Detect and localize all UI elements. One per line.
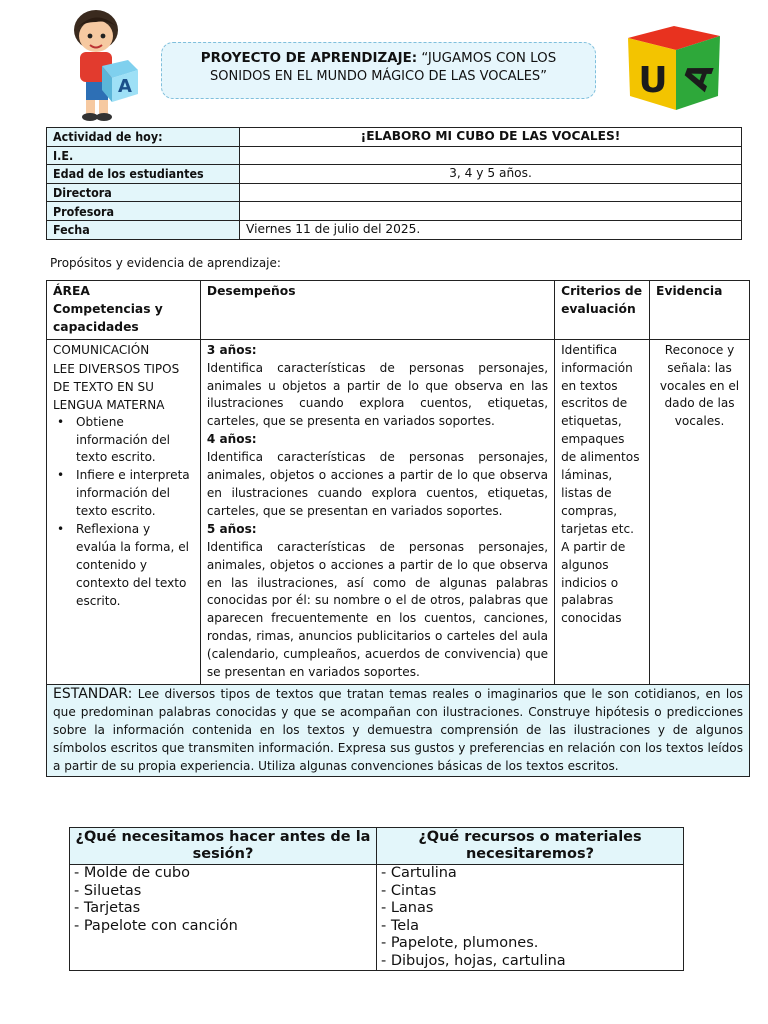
list-item: - Dibujos, hojas, cartulina xyxy=(381,952,566,969)
cube-letter-side: A xyxy=(675,57,723,96)
evidence-cell: Reconoce y señala: las vocales en el dado de las vocales. xyxy=(650,339,750,684)
standard-text: Lee diversos tipos de textos que tratan temas reales o imaginarios que le son cotidianos, en los que predominan palabras conocidas y que se acompañan con ilustraciones. Construye hipótesis o predicciones sobre la información contenida en los textos y demuestra comprensión de las ilustraciones y de algunos símbolos escritos que transmiten información. Expresa sus gustos y preferencias en relación con los textos leídos a partir de su propia experiencia. Utiliza algunas convenciones básicas de los textos escritos. xyxy=(53,686,743,773)
header-before-session: ¿Qué necesitamos hacer antes de la sesión? xyxy=(70,828,377,865)
table-header-row xyxy=(70,828,684,865)
header-evidence: Evidencia xyxy=(650,281,750,340)
standard-label: ESTANDAR: xyxy=(53,685,133,702)
director-label: Directora xyxy=(47,183,240,202)
area-name: COMUNICACIÓN xyxy=(53,342,150,357)
materials-table xyxy=(69,827,684,971)
table-row xyxy=(47,183,742,202)
activity-label: Actividad de hoy: xyxy=(47,128,240,147)
kid-with-block-illustration xyxy=(62,8,142,124)
table-row xyxy=(47,128,742,147)
cube-letter-front: U xyxy=(638,60,668,101)
competency-name: LEE DIVERSOS TIPOS DE TEXTO EN SU LENGUA MATERNA xyxy=(53,361,180,412)
before-session-cell xyxy=(70,865,377,971)
table-row xyxy=(47,146,742,165)
project-title-box xyxy=(161,42,596,99)
project-title-name-start: “JUGAMOS CON LOS xyxy=(421,51,557,66)
director-value xyxy=(240,183,742,202)
table-row xyxy=(47,339,750,684)
date-label: Fecha xyxy=(47,220,240,239)
list-item: - Siluetas xyxy=(74,882,142,899)
list-item: - Papelote, plumones. xyxy=(381,935,539,951)
area-cell xyxy=(47,339,201,684)
header-criteria: Criterios de evaluación xyxy=(555,281,650,340)
performance-text-5: Identifica características de personas personajes, animales, objetos o acciones a partir de lo que observa en las ilustraciones, así como de algunas palabras conocidas por él: su nombre o el de otros, palabras que aparecen frecuentemente en los cuentos, canciones, rondas, rimas, anuncios publicitarios o carteles del aula (calendario, cumpleaños, acuerdos de convivencia) que se presentan en variados soportes. xyxy=(206,539,549,680)
list-item: • Obtiene información del texto escrito. xyxy=(53,414,194,468)
kid-block-letter: A xyxy=(118,76,132,97)
header-performances: Desempeños xyxy=(200,281,554,340)
age-value: 3, 4 y 5 años. xyxy=(240,165,742,184)
header-area-competencies xyxy=(47,281,201,340)
table-row xyxy=(70,865,684,971)
performance-age-5: 5 años: xyxy=(206,521,257,536)
list-item: - Cintas xyxy=(381,882,437,899)
activity-value: ¡ELABORO MI CUBO DE LAS VOCALES! xyxy=(240,128,742,147)
list-item: - Cartulina xyxy=(381,865,457,881)
school-value xyxy=(240,146,742,165)
competencies-table xyxy=(46,280,750,777)
performances-cell xyxy=(200,339,554,684)
performance-text-4: Identifica características de personas personajes, animales, objetos o acciones a partir de lo que observa en ilustraciones cuando explora cuentos, etiquetas, carteles, que se presentan en variados soportes. xyxy=(206,450,549,518)
standard-row xyxy=(47,684,750,777)
list-item: - Tela xyxy=(381,917,420,934)
list-item: - Tarjetas xyxy=(74,900,141,916)
list-item: • Infiere e interpreta información del texto escrito. xyxy=(53,467,194,521)
age-label: Edad de los estudiantes xyxy=(47,165,240,184)
activity-info-table xyxy=(46,127,742,240)
header-competencies: Competencias y capacidades xyxy=(53,301,163,334)
performance-age-3: 3 años: xyxy=(206,342,257,357)
teacher-value xyxy=(240,202,742,221)
criteria-cell: Identifica información en textos escritos de etiquetas, empaques de alimentos láminas, listas de compras, tarjetas etc. A partir de algunos indicios o palabras conocidas xyxy=(555,339,650,684)
list-item: • Reflexiona y evalúa la forma, el contenido y contexto del texto escrito. xyxy=(53,521,194,611)
teacher-label: Profesora xyxy=(47,202,240,221)
resources-cell xyxy=(377,865,684,971)
date-value: Viernes 11 de julio del 2025. xyxy=(240,220,742,239)
performance-text-3: Identifica características de personas personajes, animales u objetos a partir de lo que observa en las ilustraciones cuando explora cuentos, etiquetas, carteles, que se presenta en variados soportes. xyxy=(206,360,549,429)
header-area: ÁREA xyxy=(53,284,90,298)
capacities-list xyxy=(53,414,194,611)
list-item: - Papelote con canción xyxy=(74,917,238,934)
header-resources: ¿Qué recursos o materiales necesitaremos? xyxy=(377,828,684,865)
project-title-label: PROYECTO DE APRENDIZAJE: xyxy=(200,51,418,66)
school-label: I.E. xyxy=(47,146,240,165)
table-row xyxy=(47,202,742,221)
performance-age-4: 4 años: xyxy=(206,432,257,447)
vowel-cube-illustration xyxy=(624,24,724,112)
list-item: - Molde de cubo xyxy=(74,865,190,881)
list-item: - Lanas xyxy=(381,900,434,916)
table-row xyxy=(47,220,742,239)
standard-cell xyxy=(47,684,750,777)
table-header-row xyxy=(47,281,750,340)
purpose-heading: Propósitos y evidencia de aprendizaje: xyxy=(50,256,281,270)
project-title-line2: SONIDOS EN EL MUNDO MÁGICO DE LAS VOCALES” xyxy=(210,69,547,84)
project-title-line1 xyxy=(162,50,595,68)
table-row xyxy=(47,165,742,184)
